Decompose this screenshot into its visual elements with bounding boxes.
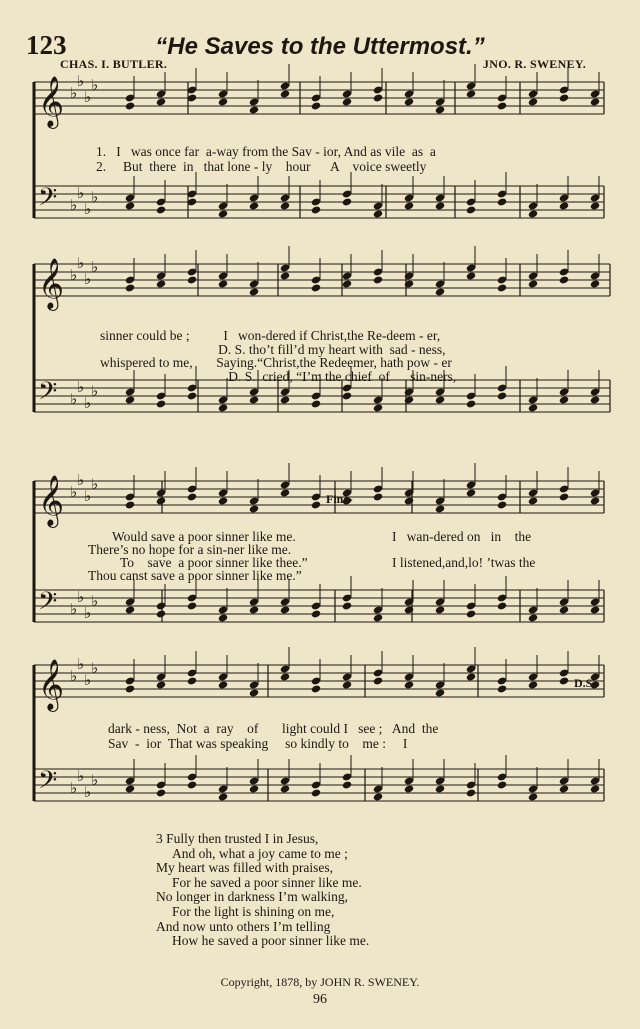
lyric-line: sinner could be ; I won-dered if Christ,the Re-deem - er, [100, 328, 441, 343]
lyric-line: D. S. tho’t fill’d my heart with sad - ness, [100, 342, 446, 357]
note-head [404, 496, 414, 505]
note-head [342, 601, 352, 610]
flat-icon: ♭ [91, 661, 99, 677]
note-head [435, 201, 445, 210]
note-head [466, 271, 476, 280]
note-head [218, 209, 228, 218]
treble-clef-icon: 𝄞 [38, 475, 65, 526]
note-head [249, 201, 259, 210]
note-head [218, 97, 228, 106]
treble-clef-icon: 𝄞 [38, 258, 65, 309]
page-number: 96 [313, 992, 327, 1007]
lyric-line: D. S. cried, “I’m the chief of sin-ners, [100, 369, 457, 384]
note-head [342, 279, 352, 288]
note-head [435, 688, 445, 697]
verse-line: 3 Fully then trusted I in Jesus, [156, 831, 319, 846]
flat-icon: ♭ [91, 594, 99, 610]
note-head [435, 287, 445, 296]
note-head [249, 105, 259, 114]
note-head [559, 395, 569, 404]
note-head [404, 680, 414, 689]
hymn-number: 123 [26, 30, 67, 60]
note-head [311, 684, 321, 693]
note-head [249, 287, 259, 296]
note-head [404, 279, 414, 288]
flat-icon: ♭ [70, 602, 78, 618]
note-head [528, 613, 538, 622]
note-head [404, 97, 414, 106]
note-head [125, 605, 135, 614]
note-head [528, 680, 538, 689]
note-head [280, 488, 290, 497]
note-head [187, 275, 197, 284]
note-head [125, 201, 135, 210]
note-head [528, 279, 538, 288]
flat-icon: ♭ [84, 202, 92, 218]
note-head [311, 101, 321, 110]
note-head [497, 601, 507, 610]
flat-icon: ♭ [84, 396, 92, 412]
note-head [497, 283, 507, 292]
note-head [125, 684, 135, 693]
note-head [466, 89, 476, 98]
note-head [156, 496, 166, 505]
note-head [404, 784, 414, 793]
note-head [218, 792, 228, 801]
verse-line: My heart was filled with praises, [156, 860, 333, 876]
note-head [590, 201, 600, 210]
note-head [373, 792, 383, 801]
flat-icon: ♭ [84, 785, 92, 801]
note-head [311, 500, 321, 509]
treble-clef-icon: 𝄞 [38, 659, 65, 710]
note-head [156, 788, 166, 797]
note-head [466, 609, 476, 618]
verse-line: And now unto others I’m telling [156, 918, 331, 934]
note-head [559, 784, 569, 793]
note-head [280, 271, 290, 280]
lyric-line: 2. But there in that lone - ly hour A voice sweetly [96, 159, 427, 174]
note-head [280, 605, 290, 614]
note-head [466, 672, 476, 681]
verse-line: No longer in darkness I’m walking, [156, 889, 348, 905]
note-head [125, 500, 135, 509]
note-head [249, 688, 259, 697]
bass-clef-icon: 𝄢 [38, 766, 58, 801]
note-head [590, 279, 600, 288]
flat-icon: ♭ [77, 473, 85, 489]
lyric-line: I listened,and,lo! ’twas the [392, 555, 536, 570]
verse-line: For he saved a poor sinner like me. [172, 874, 362, 890]
flat-icon: ♭ [70, 392, 78, 408]
lyric-line: whispered to me, Saying.“Christ,the Redeemer, hath pow - er [100, 355, 452, 370]
note-head [528, 496, 538, 505]
note-head [218, 403, 228, 412]
note-head [187, 676, 197, 685]
note-head [156, 279, 166, 288]
flat-icon: ♭ [84, 606, 92, 622]
bass-clef-icon: 𝄢 [38, 183, 58, 218]
note-head [249, 605, 259, 614]
composer-credit: JNO. R. SWENEY. [482, 57, 586, 71]
note-head [311, 205, 321, 214]
note-head [280, 672, 290, 681]
flat-icon: ♭ [91, 190, 99, 206]
note-head [249, 395, 259, 404]
note-head [528, 403, 538, 412]
note-head [559, 676, 569, 685]
note-head [373, 613, 383, 622]
note-head [125, 784, 135, 793]
lyric-line: To save a poor sinner like thee.” [120, 555, 308, 570]
note-head [218, 496, 228, 505]
note-head [156, 680, 166, 689]
note-head [373, 93, 383, 102]
flat-icon: ♭ [70, 669, 78, 685]
note-head [590, 784, 600, 793]
note-head [497, 500, 507, 509]
flat-icon: ♭ [84, 673, 92, 689]
note-head [497, 780, 507, 789]
note-head [280, 784, 290, 793]
note-head [404, 201, 414, 210]
note-head [559, 93, 569, 102]
note-head [373, 275, 383, 284]
note-head [156, 205, 166, 214]
lyricist-credit: CHAS. I. BUTLER. [60, 57, 168, 71]
lyric-line: dark - ness, Not a ray of light could I see ; And the [108, 721, 439, 736]
note-head [559, 605, 569, 614]
lyric-line: Sav - ior That was speaking so kindly to me : I [108, 736, 408, 751]
lyric-line: 1. I was once far a-way from the Sav - ior, And as vile as a [96, 144, 436, 159]
note-head [342, 780, 352, 789]
note-head [249, 504, 259, 513]
note-head [404, 605, 414, 614]
note-head [497, 391, 507, 400]
note-head [311, 399, 321, 408]
note-head [156, 609, 166, 618]
note-head [435, 605, 445, 614]
note-head [187, 780, 197, 789]
note-head [125, 283, 135, 292]
note-head [435, 784, 445, 793]
note-head [156, 97, 166, 106]
note-head [497, 684, 507, 693]
note-head [528, 209, 538, 218]
ds-marking: D.S. [574, 676, 596, 690]
flat-icon: ♭ [77, 769, 85, 785]
flat-icon: ♭ [70, 86, 78, 102]
lyric-line: Would save a poor sinner like me. [112, 529, 296, 544]
note-head [435, 105, 445, 114]
lyric-line: I wan-dered on in the [392, 529, 532, 544]
note-head [280, 201, 290, 210]
flat-icon: ♭ [77, 256, 85, 272]
flat-icon: ♭ [91, 773, 99, 789]
note-head [497, 101, 507, 110]
note-head [280, 89, 290, 98]
flat-icon: ♭ [77, 590, 85, 606]
note-head [466, 788, 476, 797]
verse-line: How he saved a poor sinner like me. [172, 933, 370, 949]
note-head [466, 205, 476, 214]
note-head [187, 391, 197, 400]
flat-icon: ♭ [84, 90, 92, 106]
note-head [342, 680, 352, 689]
flat-icon: ♭ [91, 477, 99, 493]
note-head [373, 492, 383, 501]
flat-icon: ♭ [84, 489, 92, 505]
note-head [249, 784, 259, 793]
note-head [466, 488, 476, 497]
note-head [125, 101, 135, 110]
note-head [590, 97, 600, 106]
note-head [311, 609, 321, 618]
note-head [497, 197, 507, 206]
flat-icon: ♭ [91, 384, 99, 400]
flat-icon: ♭ [77, 657, 85, 673]
note-head [342, 197, 352, 206]
note-head [373, 676, 383, 685]
copyright-notice: Copyright, 1878, by JOHN R. SWENEY. [220, 975, 420, 989]
note-head [559, 201, 569, 210]
note-head [218, 279, 228, 288]
treble-clef-icon: 𝄞 [38, 76, 65, 127]
flat-icon: ♭ [77, 186, 85, 202]
fine-marking: Fine- [326, 492, 353, 506]
flat-icon: ♭ [77, 74, 85, 90]
bass-clef-icon: 𝄢 [38, 377, 58, 412]
note-head [466, 399, 476, 408]
note-head [528, 97, 538, 106]
note-head [559, 275, 569, 284]
note-head [156, 399, 166, 408]
verse-line: For the light is shining on me, [172, 903, 335, 919]
flat-icon: ♭ [91, 78, 99, 94]
flat-icon: ♭ [77, 380, 85, 396]
note-head [559, 492, 569, 501]
lyric-line: There’s no hope for a sin-ner like me. [88, 542, 292, 557]
verse-line: And oh, what a joy came to me ; [172, 845, 348, 861]
flat-icon: ♭ [70, 485, 78, 501]
verse-3 [156, 832, 369, 949]
flat-icon: ♭ [70, 268, 78, 284]
note-head [187, 601, 197, 610]
note-head [311, 788, 321, 797]
flat-icon: ♭ [70, 781, 78, 797]
note-head [590, 605, 600, 614]
note-head [187, 492, 197, 501]
note-head [590, 395, 600, 404]
note-head [311, 283, 321, 292]
flat-icon: ♭ [91, 260, 99, 276]
note-head [404, 395, 414, 404]
note-head [342, 97, 352, 106]
note-head [218, 680, 228, 689]
note-head [528, 792, 538, 801]
hymn-title: “He Saves to the Uttermost.” [155, 33, 485, 60]
note-head [590, 496, 600, 505]
note-head [342, 391, 352, 400]
bass-clef-icon: 𝄢 [38, 587, 58, 622]
note-head [280, 395, 290, 404]
note-head [435, 395, 445, 404]
note-head [125, 395, 135, 404]
note-head [218, 613, 228, 622]
note-head [373, 403, 383, 412]
flat-icon: ♭ [84, 272, 92, 288]
lyric-line: Thou canst save a poor sinner like me.” [88, 568, 302, 583]
flat-icon: ♭ [70, 198, 78, 214]
note-head [373, 209, 383, 218]
note-head [435, 504, 445, 513]
